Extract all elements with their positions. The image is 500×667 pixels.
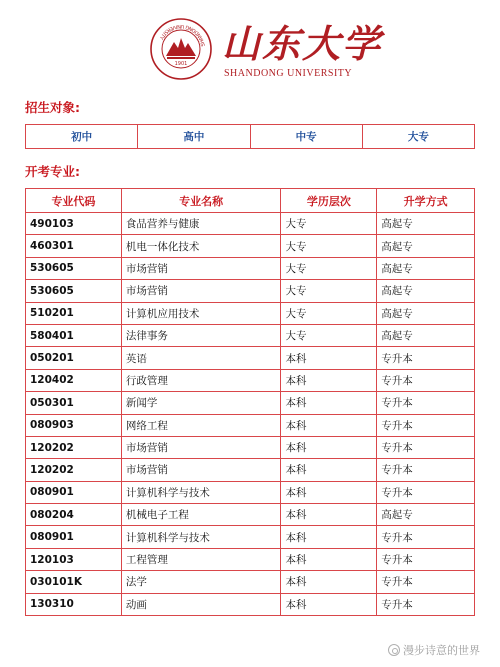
university-english-name: SHANDONG UNIVERSITY bbox=[224, 68, 353, 79]
column-header: 学历层次 bbox=[281, 189, 377, 213]
education-level: 大专 bbox=[281, 235, 377, 257]
major-name: 市场营销 bbox=[121, 257, 281, 279]
watermark-icon bbox=[388, 644, 400, 656]
university-calligraphy-logo: 山东大学 bbox=[222, 21, 383, 66]
admission-type: 高起专 bbox=[377, 504, 475, 526]
column-header: 专业名称 bbox=[121, 189, 281, 213]
table-row bbox=[26, 526, 475, 548]
enrollment-item: 初中 bbox=[26, 125, 138, 149]
major-code: 080901 bbox=[26, 481, 122, 503]
major-code: 080204 bbox=[26, 504, 122, 526]
major-name: 市场营销 bbox=[121, 280, 281, 302]
major-code: 490103 bbox=[26, 213, 122, 235]
major-code: 530605 bbox=[26, 257, 122, 279]
major-code: 120402 bbox=[26, 369, 122, 391]
major-name: 英语 bbox=[121, 347, 281, 369]
education-level: 大专 bbox=[281, 257, 377, 279]
major-name: 计算机应用技术 bbox=[121, 302, 281, 324]
education-level: 大专 bbox=[281, 280, 377, 302]
table-row bbox=[26, 324, 475, 346]
major-name: 机械电子工程 bbox=[121, 504, 281, 526]
enrollment-item: 高中 bbox=[138, 125, 250, 149]
enrollment-table bbox=[25, 124, 475, 149]
seal-year: 1901 bbox=[174, 61, 188, 67]
major-code: 530605 bbox=[26, 280, 122, 302]
major-code: 120202 bbox=[26, 459, 122, 481]
enrollment-title: 招生对象: bbox=[25, 100, 80, 115]
majors-header-row bbox=[26, 189, 475, 213]
major-name: 机电一体化技术 bbox=[121, 235, 281, 257]
education-level: 本科 bbox=[281, 548, 377, 570]
education-level: 本科 bbox=[281, 414, 377, 436]
table-row bbox=[26, 392, 475, 414]
major-code: 580401 bbox=[26, 324, 122, 346]
major-name: 行政管理 bbox=[121, 369, 281, 391]
seal-ring-text: SHANDONG UNIVERSITY bbox=[157, 22, 207, 47]
admission-type: 专升本 bbox=[377, 459, 475, 481]
admission-type: 专升本 bbox=[377, 571, 475, 593]
education-level: 本科 bbox=[281, 593, 377, 615]
table-row bbox=[26, 593, 475, 615]
table-row bbox=[26, 548, 475, 570]
major-code: 120103 bbox=[26, 548, 122, 570]
major-code: 050201 bbox=[26, 347, 122, 369]
education-level: 本科 bbox=[281, 571, 377, 593]
enrollment-item: 中专 bbox=[250, 125, 362, 149]
major-name: 食品营养与健康 bbox=[121, 213, 281, 235]
table-row bbox=[26, 459, 475, 481]
majors-table bbox=[25, 188, 475, 616]
admission-type: 专升本 bbox=[377, 414, 475, 436]
major-code: 510201 bbox=[26, 302, 122, 324]
major-name: 动画 bbox=[121, 593, 281, 615]
major-code: 080903 bbox=[26, 414, 122, 436]
column-header: 专业代码 bbox=[26, 189, 122, 213]
admission-type: 专升本 bbox=[377, 436, 475, 458]
watermark-text: 漫步诗意的世界 bbox=[403, 644, 480, 657]
admission-type: 专升本 bbox=[377, 481, 475, 503]
education-level: 本科 bbox=[281, 459, 377, 481]
education-level: 本科 bbox=[281, 481, 377, 503]
table-row bbox=[26, 235, 475, 257]
table-row bbox=[26, 280, 475, 302]
university-seal-icon bbox=[150, 18, 212, 80]
admission-type: 专升本 bbox=[377, 369, 475, 391]
major-code: 080901 bbox=[26, 526, 122, 548]
education-level: 本科 bbox=[281, 369, 377, 391]
column-header: 升学方式 bbox=[377, 189, 475, 213]
major-code: 050301 bbox=[26, 392, 122, 414]
major-name: 新闻学 bbox=[121, 392, 281, 414]
university-header bbox=[150, 18, 383, 84]
major-name: 工程管理 bbox=[121, 548, 281, 570]
table-row bbox=[26, 213, 475, 235]
admission-type: 高起专 bbox=[377, 235, 475, 257]
major-name: 网络工程 bbox=[121, 414, 281, 436]
table-row bbox=[26, 504, 475, 526]
major-name: 计算机科学与技术 bbox=[121, 481, 281, 503]
major-name: 市场营销 bbox=[121, 459, 281, 481]
education-level: 本科 bbox=[281, 436, 377, 458]
education-level: 大专 bbox=[281, 302, 377, 324]
admission-type: 高起专 bbox=[377, 213, 475, 235]
major-name: 法学 bbox=[121, 571, 281, 593]
admission-type: 高起专 bbox=[377, 302, 475, 324]
table-row bbox=[26, 302, 475, 324]
majors-title: 开考专业: bbox=[25, 164, 80, 179]
major-name: 法律事务 bbox=[121, 324, 281, 346]
table-row bbox=[26, 571, 475, 593]
education-level: 大专 bbox=[281, 324, 377, 346]
admission-type: 专升本 bbox=[377, 593, 475, 615]
table-row bbox=[26, 481, 475, 503]
table-row bbox=[26, 369, 475, 391]
table-row bbox=[26, 436, 475, 458]
admission-type: 高起专 bbox=[377, 257, 475, 279]
major-code: 130310 bbox=[26, 593, 122, 615]
table-row bbox=[26, 257, 475, 279]
enrollment-row bbox=[26, 125, 475, 149]
admission-type: 专升本 bbox=[377, 392, 475, 414]
major-code: 120202 bbox=[26, 436, 122, 458]
admission-type: 专升本 bbox=[377, 548, 475, 570]
education-level: 本科 bbox=[281, 526, 377, 548]
table-row bbox=[26, 414, 475, 436]
admission-type: 高起专 bbox=[377, 324, 475, 346]
admission-type: 专升本 bbox=[377, 347, 475, 369]
major-code: 030101K bbox=[26, 571, 122, 593]
education-level: 大专 bbox=[281, 213, 377, 235]
education-level: 本科 bbox=[281, 347, 377, 369]
major-name: 市场营销 bbox=[121, 436, 281, 458]
education-level: 本科 bbox=[281, 392, 377, 414]
watermark bbox=[388, 642, 480, 658]
major-name: 计算机科学与技术 bbox=[121, 526, 281, 548]
major-code: 460301 bbox=[26, 235, 122, 257]
enrollment-item: 大专 bbox=[362, 125, 474, 149]
table-row bbox=[26, 347, 475, 369]
admission-type: 专升本 bbox=[377, 526, 475, 548]
education-level: 本科 bbox=[281, 504, 377, 526]
admission-type: 高起专 bbox=[377, 280, 475, 302]
